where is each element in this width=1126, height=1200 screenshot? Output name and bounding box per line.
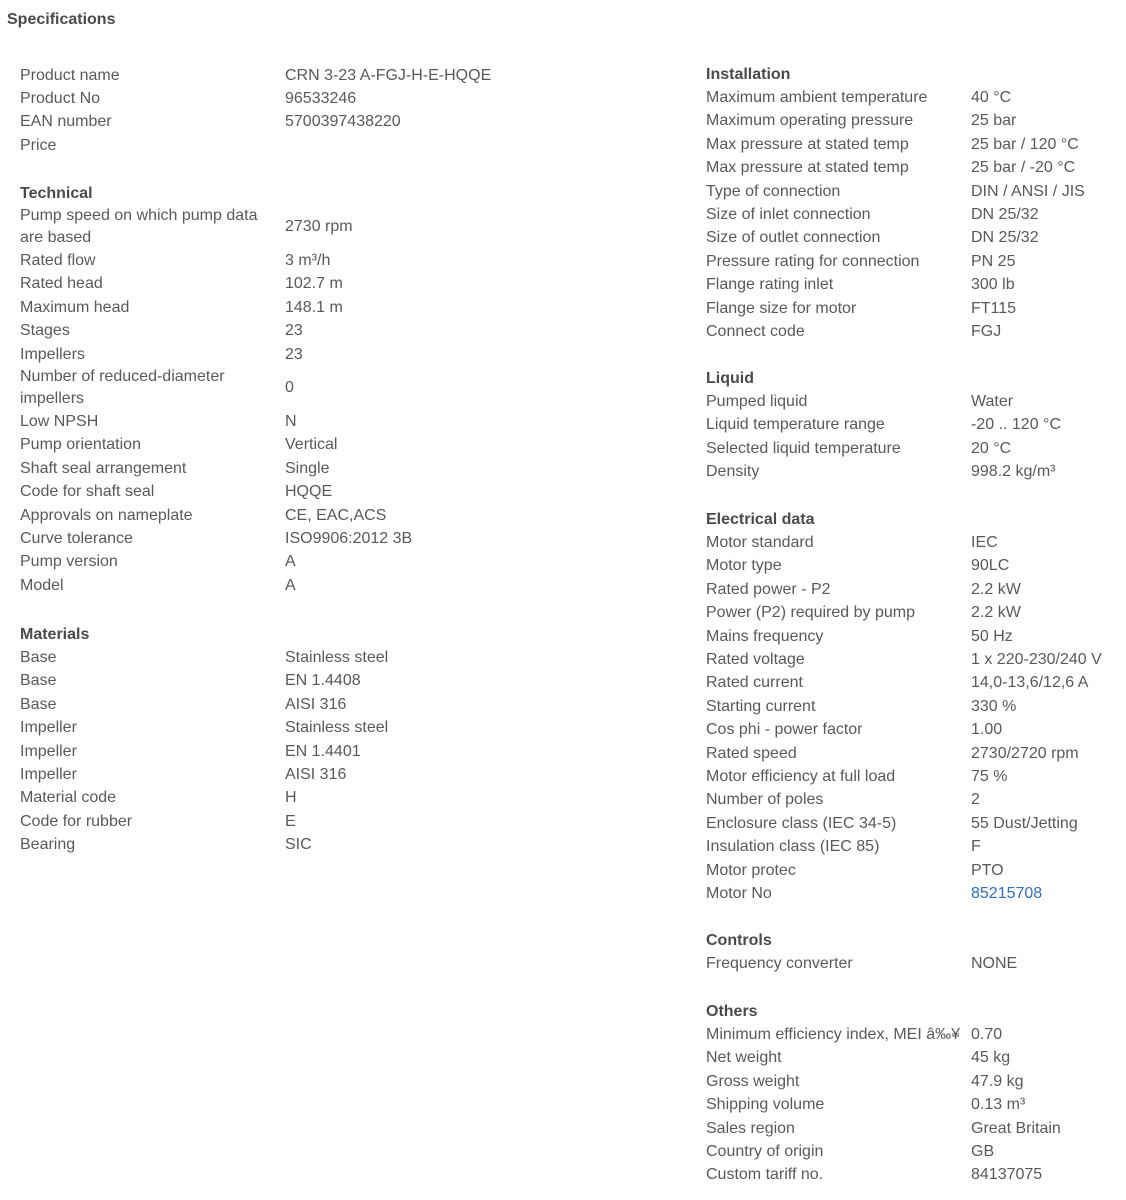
spec-value: CE, EAC,ACS [285,506,387,524]
spec-value: AISI 316 [285,695,347,713]
spec-value: F [971,838,981,856]
spec-row [20,343,412,366]
spec-row [706,555,1102,578]
spec-row [706,180,1085,203]
spec-label: Connect code [706,322,805,340]
spec-value: 14,0-13,6/12,6 A [971,674,1089,692]
spec-value: A [285,576,296,594]
spec-label: Country of origin [706,1143,824,1161]
liquid-heading: Liquid [706,370,754,387]
spec-label: Motor No [706,884,772,902]
spec-label: Insulation class (IEC 85) [706,838,880,856]
spec-label: Density [706,463,760,481]
spec-row [706,1164,1061,1187]
spec-row [706,320,1085,343]
spec-label: Size of inlet connection [706,206,871,224]
spec-value: EN 1.4408 [285,672,361,690]
spec-label: Motor standard [706,534,814,552]
spec-row [20,717,388,740]
spec-row [20,646,388,669]
spec-label: Base [20,649,57,667]
spec-row [706,110,1085,133]
spec-label: Code for shaft seal [20,483,155,501]
spec-row [706,274,1085,297]
technical-heading: Technical [20,185,93,202]
spec-value: 90LC [971,557,1010,575]
spec-label: Product name [20,66,120,84]
spec-value: NONE [971,955,1018,973]
spec-label: Rated flow [20,252,96,270]
spec-label: Pressure rating for connection [706,252,920,270]
spec-label: Stages [20,322,70,340]
spec-value: FGJ [971,322,1002,340]
spec-row [706,835,1102,858]
spec-label: Gross weight [706,1072,800,1090]
spec-row [706,742,1102,765]
spec-row [706,765,1102,788]
spec-row [20,249,412,272]
spec-value: DIN / ANSI / JIS [971,182,1085,200]
spec-value: 102.7 m [285,275,343,293]
electrical-section [706,508,1102,906]
spec-value: SIC [285,836,312,854]
spec-value: DN 25/32 [971,229,1039,247]
materials-heading: Materials [20,626,90,643]
spec-value: Great Britain [971,1119,1061,1137]
spec-value: 25 bar / 120 °C [971,135,1079,153]
spec-label: Sales region [706,1119,795,1137]
spec-row [706,1117,1061,1140]
spec-label: Rated speed [706,744,797,762]
others-heading: Others [706,1003,758,1020]
spec-value: 0.70 [971,1026,1003,1044]
controls-section [706,929,1017,976]
spec-label: Maximum ambient temperature [706,89,928,107]
spec-row [20,574,412,597]
spec-label: Material code [20,789,117,807]
spec-value: 1 x 220-230/240 V [971,651,1102,669]
spec-label: Low NPSH [20,413,99,431]
spec-row [706,86,1085,109]
spec-value: 2 [971,791,980,809]
spec-row [20,787,388,810]
spec-value: 40 °C [971,89,1012,107]
spec-row [706,203,1085,226]
spec-label: Max pressure at stated temp [706,159,909,177]
spec-label: Shaft seal arrangement [20,459,187,477]
spec-label: Rated voltage [706,651,805,669]
spec-label: Shipping volume [706,1096,825,1114]
spec-label: EAN number [20,113,112,131]
spec-label: Motor efficiency at full load [706,767,896,785]
spec-row [706,695,1102,718]
spec-row [20,64,491,87]
page-title: Specifications [7,11,116,28]
spec-label: Bearing [20,836,76,854]
spec-value: HQQE [285,483,333,501]
spec-label: Size of outlet connection [706,229,881,247]
spec-row [706,390,1061,413]
technical-section [20,182,412,597]
spec-label: Product No [20,90,101,108]
spec-row [20,273,412,296]
spec-label: Custom tariff no. [706,1166,824,1184]
spec-row [706,1047,1061,1070]
electrical-heading: Electrical data [706,511,815,528]
spec-value: Stainless steel [285,649,389,667]
spec-row [706,297,1085,320]
spec-row [20,670,388,693]
liquid-section [706,367,1061,484]
spec-value: 25 bar / -20 °C [971,159,1076,177]
spec-label: Rated head [20,275,103,293]
spec-label: Frequency converter [706,955,853,973]
spec-label: Motor type [706,557,782,575]
spec-value: IEC [971,534,998,552]
spec-value: 5700397438220 [285,113,401,131]
spec-label: Pumped liquid [706,393,808,411]
spec-value: GB [971,1143,995,1161]
spec-value: 55 Dust/Jetting [971,814,1078,832]
spec-row [20,205,412,249]
spec-row [20,320,412,343]
installation-section [706,63,1085,344]
spec-value: Stainless steel [285,719,389,737]
spec-row [706,1070,1061,1093]
spec-row [706,1140,1061,1163]
spec-value: 84137075 [971,1166,1043,1184]
spec-value: A [285,553,296,571]
spec-label: Maximum head [20,298,130,316]
spec-label: Cos phi - power factor [706,721,863,739]
spec-row [706,1094,1061,1117]
spec-value: 23 [285,345,303,363]
spec-row [20,366,412,410]
spec-label: Price [20,136,57,154]
spec-label: Starting current [706,697,816,715]
spec-label: Flange size for motor [706,299,857,317]
spec-value: PTO [971,861,1004,879]
spec-row [706,719,1102,742]
spec-row [20,434,412,457]
spec-row [20,834,388,857]
spec-value: Single [285,459,330,477]
spec-label: Maximum operating pressure [706,112,914,130]
spec-value: ISO9906:2012 3B [285,529,413,547]
spec-row [706,1023,1061,1046]
spec-label: Rated power - P2 [706,580,831,598]
spec-value: 2730 rpm [285,218,353,236]
spec-row [706,414,1061,437]
spec-value: 25 bar [971,112,1017,130]
spec-row [706,812,1102,835]
spec-value: 0.13 m³ [971,1096,1026,1114]
spec-value: H [285,789,297,807]
spec-row [20,740,388,763]
spec-value: 998.2 kg/m³ [971,463,1056,481]
spec-label: Impeller [20,719,77,737]
motor-no-link[interactable]: 85215708 [971,884,1043,902]
spec-value: 2.2 kW [971,580,1021,598]
spec-row [706,157,1085,180]
spec-row [20,481,412,504]
spec-value: 96533246 [285,90,357,108]
spec-label: Pump speed on which pump data are based [20,207,258,247]
spec-row [20,87,491,110]
spec-label: Liquid temperature range [706,416,885,434]
spec-value: 23 [285,322,303,340]
spec-label: Number of reduced-diameter impellers [20,368,225,408]
general-section [20,64,491,158]
spec-label: Impeller [20,742,77,760]
spec-value: 50 Hz [971,627,1013,645]
spec-label: Motor protec [706,861,796,879]
spec-value: 0 [285,379,294,397]
spec-row [20,504,412,527]
spec-label: Type of connection [706,182,841,200]
spec-row [706,859,1102,882]
spec-value: EN 1.4401 [285,742,361,760]
spec-row [706,952,1017,975]
spec-row [706,578,1102,601]
spec-value: 330 % [971,697,1017,715]
materials-section [20,623,388,857]
spec-value: 300 lb [971,276,1015,294]
installation-heading: Installation [706,66,791,83]
spec-row [706,602,1102,625]
spec-row [706,437,1061,460]
spec-value: PN 25 [971,252,1016,270]
spec-value: E [285,812,296,830]
spec-label: Approvals on nameplate [20,506,193,524]
spec-value: 45 kg [971,1049,1011,1067]
spec-value: -20 .. 120 °C [971,416,1061,434]
spec-label: Net weight [706,1049,782,1067]
spec-value: AISI 316 [285,766,347,784]
spec-value: 3 m³/h [285,252,331,270]
spec-row [706,531,1102,554]
spec-value: 148.1 m [285,298,343,316]
spec-row [706,648,1102,671]
spec-row [20,111,491,134]
spec-row [20,134,491,157]
spec-value: 75 % [971,767,1008,785]
spec-label: Base [20,695,57,713]
spec-label: Model [20,576,64,594]
spec-row [706,625,1102,648]
spec-label: Power (P2) required by pump [706,604,915,622]
spec-label: Flange rating inlet [706,276,834,294]
spec-row [706,250,1085,273]
spec-row [20,410,412,433]
spec-value: 2730/2720 rpm [971,744,1079,762]
spec-label: Rated current [706,674,803,692]
spec-label: Base [20,672,57,690]
spec-label: Pump version [20,553,118,571]
spec-label: Impellers [20,345,85,363]
spec-label: Max pressure at stated temp [706,135,909,153]
spec-value: 47.9 kg [971,1072,1024,1090]
spec-value: FT115 [971,299,1017,317]
spec-row [706,461,1061,484]
spec-row [20,693,388,716]
spec-label: Enclosure class (IEC 34-5) [706,814,897,832]
spec-value: 1.00 [971,721,1003,739]
spec-value: Water [971,393,1014,411]
spec-label: Minimum efficiency index, MEI â‰¥ [706,1026,961,1044]
spec-row [706,882,1102,905]
spec-label: Selected liquid temperature [706,439,901,457]
spec-value: DN 25/32 [971,206,1039,224]
spec-row [20,457,412,480]
others-section [706,1000,1061,1187]
spec-label: Number of poles [706,791,824,809]
spec-row [20,527,412,550]
spec-label: Pump orientation [20,436,141,454]
spec-value: N [285,413,297,431]
spec-label: Curve tolerance [20,529,133,547]
controls-heading: Controls [706,932,772,949]
spec-value: Vertical [285,436,338,454]
spec-row [706,789,1102,812]
spec-label: Code for rubber [20,812,133,830]
spec-row [706,133,1085,156]
spec-row [20,763,388,786]
spec-label: Mains frequency [706,627,824,645]
spec-row [706,227,1085,250]
spec-row [20,551,412,574]
spec-label: Impeller [20,766,77,784]
spec-row [20,810,388,833]
spec-value: 20 °C [971,439,1012,457]
spec-row [706,672,1102,695]
spec-value: 2.2 kW [971,604,1021,622]
spec-value: CRN 3-23 A-FGJ-H-E-HQQE [285,66,492,84]
spec-row [20,296,412,319]
